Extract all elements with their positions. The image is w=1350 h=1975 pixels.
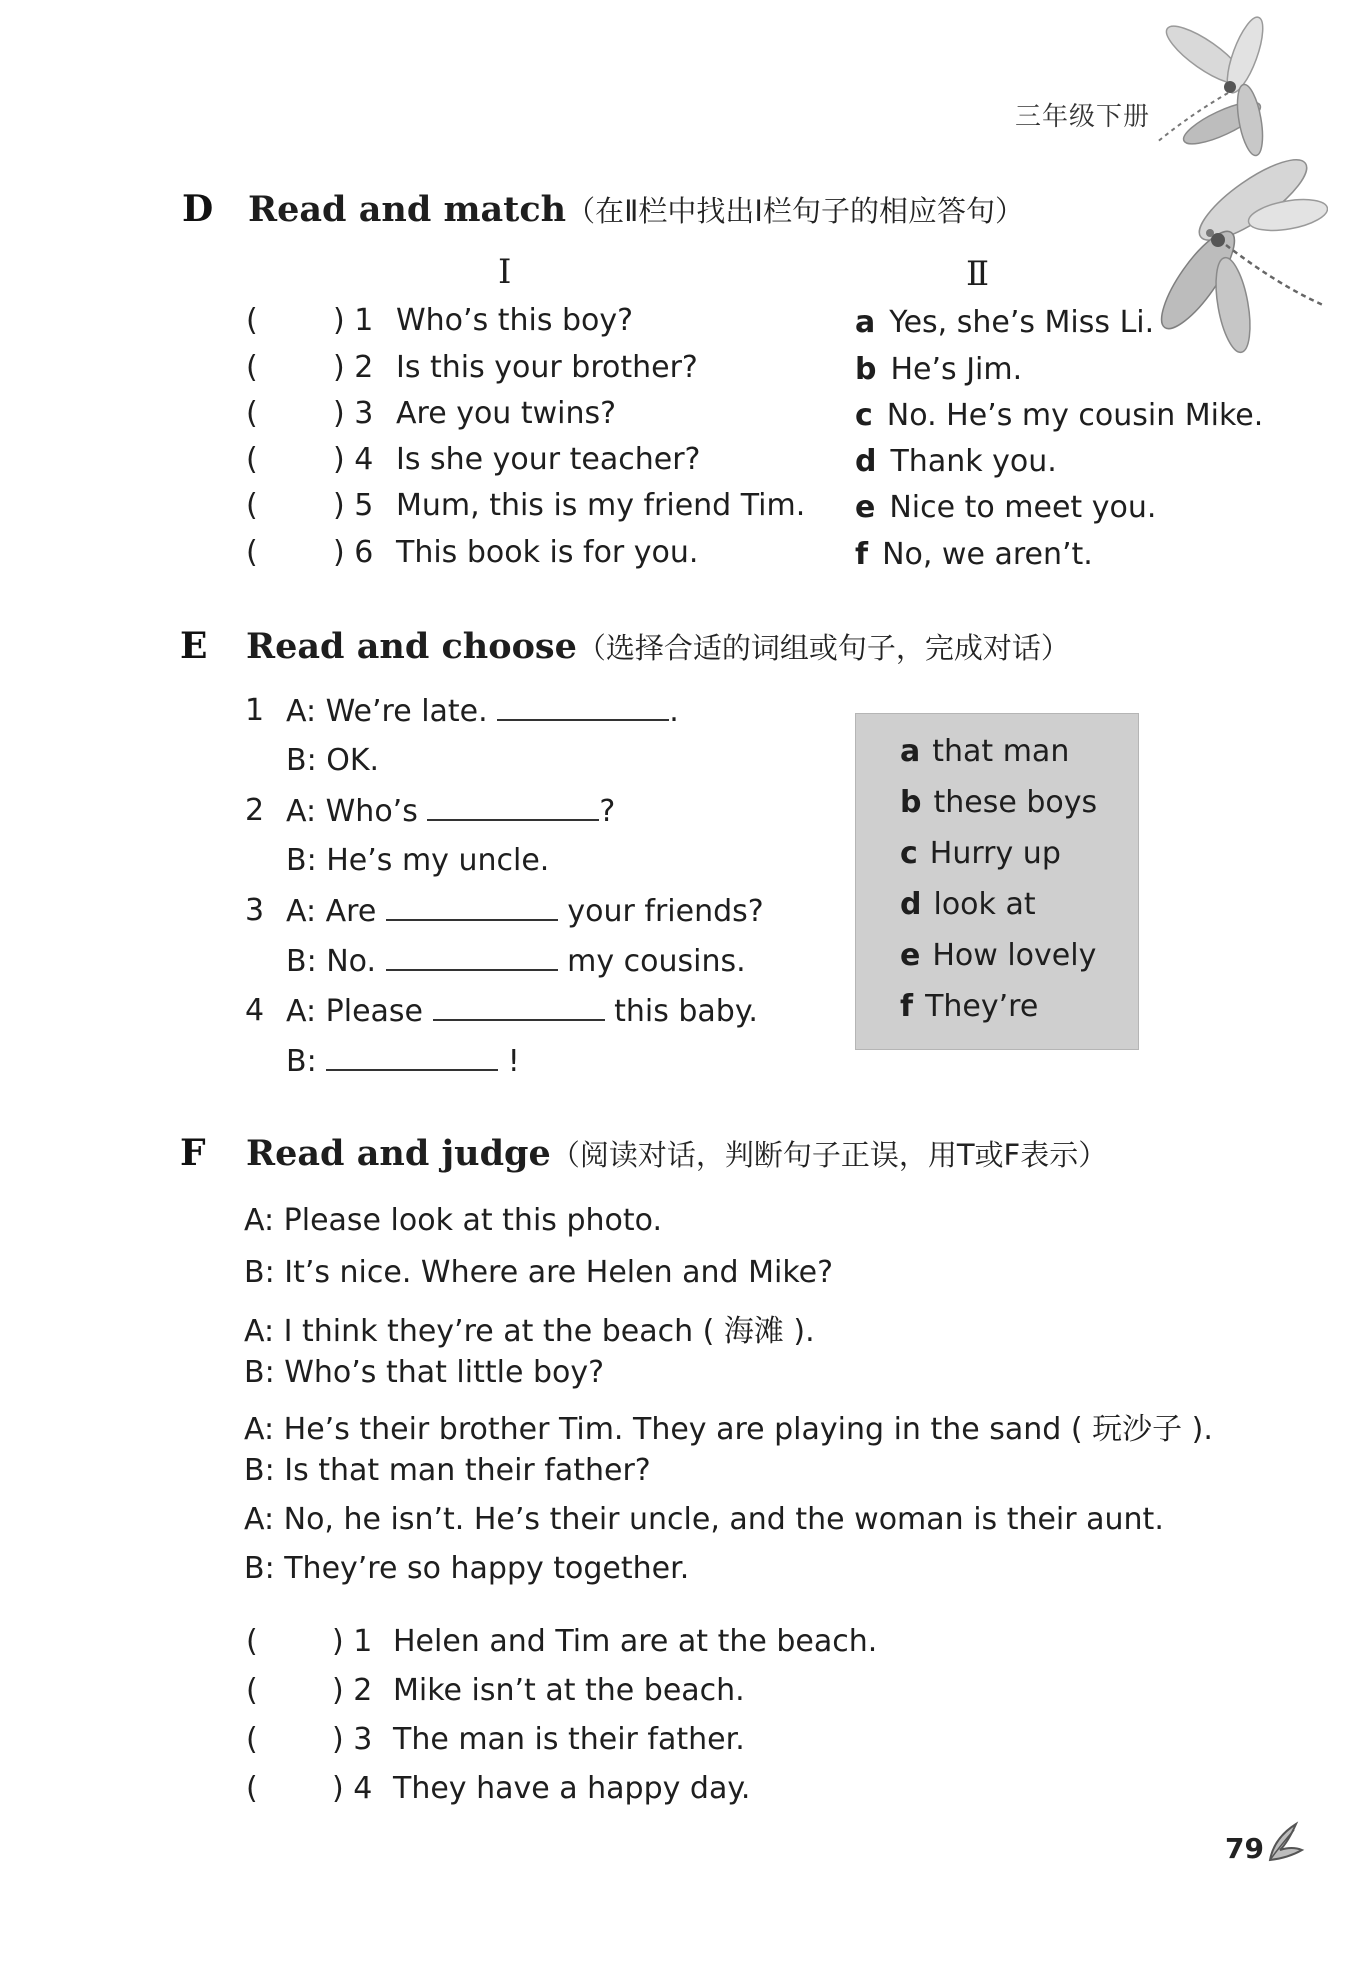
question-number: ) 6 xyxy=(333,535,374,570)
line-text-after: ! xyxy=(507,1044,520,1079)
word-bank-item xyxy=(900,938,1096,973)
dialogue-line xyxy=(286,693,679,729)
question-text: Who’s this boy? xyxy=(396,303,634,338)
section-d-title xyxy=(248,189,1024,230)
dialogue-line: B: Who’s that little boy? xyxy=(244,1355,605,1390)
answer-blank[interactable] xyxy=(386,893,558,921)
leaf-icon xyxy=(1266,1820,1306,1864)
word-bank-item xyxy=(900,887,1036,922)
dragonfly-icon xyxy=(1150,15,1290,160)
line-text-after: . xyxy=(669,694,679,729)
option-letter: a xyxy=(900,734,921,769)
answer-option xyxy=(855,444,1057,479)
answer-bracket[interactable] xyxy=(246,442,258,477)
answer-text: Thank you. xyxy=(890,444,1057,479)
bracket-open: ( xyxy=(246,1771,258,1806)
option-letter: b xyxy=(900,785,922,820)
section-d-title-cn: （在Ⅱ栏中找出Ⅰ栏句子的相应答句） xyxy=(566,194,1024,228)
option-letter: c xyxy=(900,836,918,871)
section-e-letter: E xyxy=(180,625,208,667)
question-text: Are you twins? xyxy=(396,396,617,431)
bracket-open: ( xyxy=(246,488,258,523)
answer-option xyxy=(855,398,1263,433)
answer-bracket[interactable] xyxy=(246,488,258,523)
section-e-title-cn: （选择合适的词组或句子，完成对话） xyxy=(576,631,1070,665)
section-f-letter: F xyxy=(180,1132,206,1174)
option-letter: e xyxy=(900,938,921,973)
answer-bracket[interactable] xyxy=(246,303,258,338)
answer-text: No, we aren’t. xyxy=(882,537,1093,572)
bracket-open: ( xyxy=(246,1624,258,1659)
word-bank-item xyxy=(900,836,1061,871)
question-number: ) 3 xyxy=(333,396,374,431)
section-e-title-en: Read and choose xyxy=(246,626,577,667)
dialogue-line: A: I think they’re at the beach ( 海滩 ). xyxy=(244,1314,815,1349)
question-number: ) 2 xyxy=(333,350,374,385)
dialogue-line: B: Is that man their father? xyxy=(244,1453,651,1488)
answer-bracket[interactable] xyxy=(246,396,258,431)
statement-text: They have a happy day. xyxy=(393,1771,751,1806)
question-text: Is this your brother? xyxy=(396,350,698,385)
dialogue-line: A: He’s their brother Tim. They are playing in the sand ( 玩沙子 ). xyxy=(244,1412,1213,1447)
answer-bracket[interactable] xyxy=(246,535,258,570)
answer-letter: b xyxy=(855,352,877,387)
answer-blank[interactable] xyxy=(386,943,558,971)
option-text: Hurry up xyxy=(929,836,1061,871)
answer-text: No. He’s my cousin Mike. xyxy=(886,398,1264,433)
dialogue-line xyxy=(286,943,746,979)
line-text: B: No. xyxy=(286,944,377,979)
line-text: A: Who’s xyxy=(286,794,418,829)
line-text: B: He’s my uncle. xyxy=(286,843,550,878)
bracket-open: ( xyxy=(246,1722,258,1757)
statement-number: ) 2 xyxy=(332,1673,373,1708)
section-f-title-en: Read and judge xyxy=(246,1133,551,1174)
line-text-after: ? xyxy=(599,794,616,829)
answer-bracket[interactable] xyxy=(246,1722,258,1757)
answer-bracket[interactable] xyxy=(246,350,258,385)
dialogue-line xyxy=(286,1043,520,1079)
question-number: ) 5 xyxy=(333,488,374,523)
dragonfly-icon xyxy=(1148,145,1328,360)
option-text: that man xyxy=(932,734,1070,769)
option-text: They’re xyxy=(925,989,1039,1024)
section-f-title-cn: （阅读对话，判断句子正误，用T或F表示） xyxy=(550,1138,1108,1172)
line-text-after: your friends? xyxy=(567,894,764,929)
dialogue-line: B: They’re so happy together. xyxy=(244,1551,690,1586)
grade-label: 三年级下册 xyxy=(1015,102,1151,132)
statement-text: Helen and Tim are at the beach. xyxy=(393,1624,878,1659)
dialogue-line xyxy=(286,843,549,878)
answer-option xyxy=(855,352,1022,387)
question-number: ) 4 xyxy=(333,442,374,477)
word-bank-item xyxy=(900,785,1097,820)
dialogue-line: B: It’s nice. Where are Helen and Mike? xyxy=(244,1255,833,1290)
answer-bracket[interactable] xyxy=(246,1673,258,1708)
answer-text: Nice to meet you. xyxy=(889,490,1157,525)
answer-blank[interactable] xyxy=(427,793,599,821)
line-text: A: Are xyxy=(286,894,377,929)
answer-option xyxy=(855,537,1093,572)
section-d-title-en: Read and match xyxy=(248,189,567,230)
bracket-open: ( xyxy=(246,396,258,431)
column-one-heading: Ⅰ xyxy=(498,252,512,292)
option-text: look at xyxy=(933,887,1036,922)
column-two-heading: Ⅱ xyxy=(966,254,990,294)
question-number: ) 1 xyxy=(333,303,374,338)
answer-bracket[interactable] xyxy=(246,1771,258,1806)
answer-letter: f xyxy=(855,537,869,572)
answer-letter: a xyxy=(855,305,876,340)
item-number: 4 xyxy=(245,993,265,1028)
page-number: 79 xyxy=(1225,1832,1264,1865)
section-d-letter: D xyxy=(182,188,214,230)
option-text: How lovely xyxy=(932,938,1097,973)
section-f-title xyxy=(246,1133,1107,1174)
item-number: 2 xyxy=(245,793,265,828)
line-text-after: this baby. xyxy=(614,994,758,1029)
answer-blank[interactable] xyxy=(433,993,605,1021)
word-bank-item xyxy=(900,989,1038,1024)
line-text: B: xyxy=(286,1044,317,1079)
bracket-open: ( xyxy=(246,442,258,477)
answer-text: He’s Jim. xyxy=(890,352,1023,387)
dialogue-line xyxy=(286,793,615,829)
item-number: 3 xyxy=(245,893,265,928)
option-text: these boys xyxy=(933,785,1098,820)
bracket-open: ( xyxy=(246,350,258,385)
section-e-title xyxy=(246,626,1070,667)
answer-option xyxy=(855,305,1154,340)
line-text-after: my cousins. xyxy=(567,944,746,979)
option-letter: d xyxy=(900,887,922,922)
statement-number: ) 3 xyxy=(332,1722,373,1757)
bracket-open: ( xyxy=(246,1673,258,1708)
dialogue-line: A: Please look at this photo. xyxy=(244,1203,662,1238)
answer-text: Yes, she’s Miss Li. xyxy=(889,305,1155,340)
dialogue-line: A: No, he isn’t. He’s their uncle, and the woman is their aunt. xyxy=(244,1502,1164,1537)
answer-letter: d xyxy=(855,444,877,479)
answer-bracket[interactable] xyxy=(246,1624,258,1659)
line-text: A: Please xyxy=(286,994,423,1029)
answer-letter: c xyxy=(855,398,873,433)
answer-option xyxy=(855,490,1156,525)
question-text: This book is for you. xyxy=(396,535,699,570)
word-bank-item xyxy=(900,734,1069,769)
line-text: A: We’re late. xyxy=(286,694,488,729)
statement-number: ) 1 xyxy=(332,1624,373,1659)
answer-blank[interactable] xyxy=(497,693,669,721)
question-text: Mum, this is my friend Tim. xyxy=(396,488,806,523)
statement-number: ) 4 xyxy=(332,1771,373,1806)
question-text: Is she your teacher? xyxy=(396,442,701,477)
answer-blank[interactable] xyxy=(326,1043,498,1071)
word-bank-box xyxy=(855,713,1139,1050)
statement-text: The man is their father. xyxy=(393,1722,745,1757)
statement-text: Mike isn’t at the beach. xyxy=(393,1673,745,1708)
bracket-open: ( xyxy=(246,535,258,570)
dialogue-line xyxy=(286,893,764,929)
dialogue-line xyxy=(286,993,758,1029)
answer-letter: e xyxy=(855,490,876,525)
item-number: 1 xyxy=(245,693,265,728)
bracket-open: ( xyxy=(246,303,258,338)
dialogue-line xyxy=(286,743,379,778)
option-letter: f xyxy=(900,989,914,1024)
line-text: B: OK. xyxy=(286,743,380,778)
